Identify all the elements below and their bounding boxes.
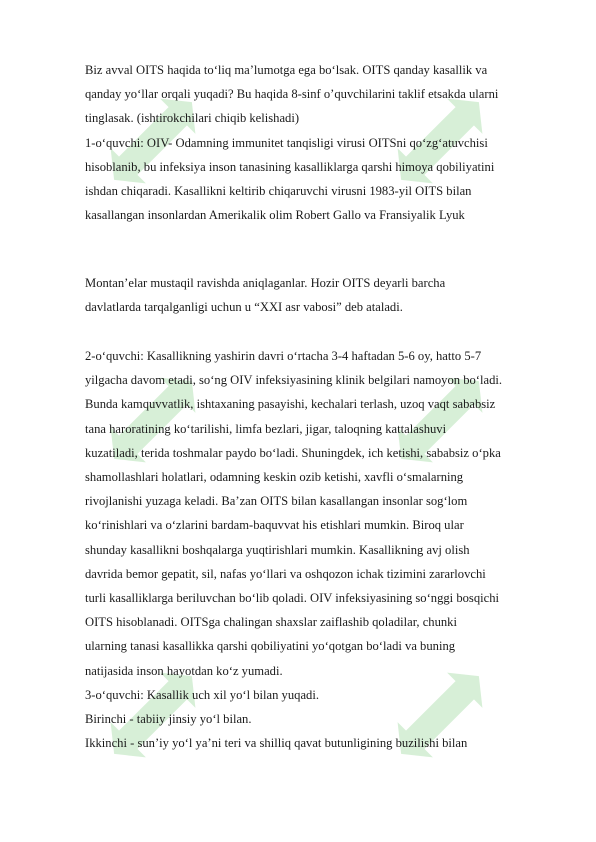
text-line: 1-o‘quvchi: OIV- Odamning immunitet tanqisligi virusi OITSni qo‘zg‘atuvchisi: [85, 135, 488, 150]
text-line: tinglasak. (ishtirokchilari chiqib kelishadi): [85, 111, 300, 126]
text-line: Birinchi - tabiiy jinsiy yo‘l bilan.: [85, 712, 252, 727]
text-line: tana haroratining ko‘tarilishi, limfa bezlari, jigar, taloqning kattalashuvi: [85, 421, 447, 436]
text-line: turli kasalliklarga beriluvchan bo‘lib qoladi. OIV infeksiyasining so‘nggi bosqichi: [85, 591, 500, 606]
text-line: ishdan chiqaradi. Kasallikni keltirib chiqaruvchi virusni 1983-yil OITS bilan: [85, 184, 472, 199]
text-line: ularning tanasi kasallikka qarshi qobiliyatini yo‘qotgan bo‘ladi va buning: [85, 639, 456, 654]
text-line: ko‘rinishlari va o‘zlarini bardam-baquvvat his etishlari mumkin. Biroq ular: [85, 518, 464, 533]
text-line: hisoblanib, bu infeksiya inson tanasining kasalliklarga qarshi himoya qobiliyatini: [85, 159, 495, 174]
text-line: 3-o‘quvchi: Kasallik uch xil yo‘l bilan yuqadi.: [85, 687, 319, 702]
text-line: kasallangan insonlardan Amerikalik olim Robert Gallo va Fransiyalik Lyuk: [85, 208, 465, 223]
text-line: OITS hisoblanadi. OITSga chalingan shaxslar zaiflashib qoladilar, chunki: [85, 615, 457, 630]
text-line: rivojlanishi yuzaga keladi. Ba’zan OITS bilan kasallangan insonlar sog‘lom: [85, 494, 468, 509]
text-line: davlatlarda tarqalganligi uchun u “XXI asr vabosi” deb ataladi.: [85, 300, 403, 315]
text-line: shunday kasallikni boshqalarga yuqtirishlari mumkin. Kasallikning avj olish: [85, 542, 470, 557]
text-line: Montan’elar mustaqil ravishda aniqlaganlar. Hozir OITS deyarli barcha: [85, 276, 446, 290]
text-line: natijasida inson hayotdan ko‘z yumadi.: [85, 663, 283, 678]
paragraph-student-2-3: [85, 344, 555, 755]
paragraph-intro: [85, 58, 555, 227]
text-line: kuzatiladi, terida toshmalar paydo bo‘ladi. Shuningdek, ich ketishi, sababsiz o‘pka: [85, 445, 501, 460]
text-line: qanday yo‘llar orqali yuqadi? Bu haqida 8-sinf o’quvchilarini taklif etsakda ularni: [85, 87, 499, 102]
text-line: 2-o‘quvchi: Kasallikning yashirin davri o‘rtacha 3-4 haftadan 5-6 oy, hatto 5-7: [85, 349, 482, 363]
text-line: davrida bemor gepatit, sil, nafas yo‘llari va oshqozon ichak tizimini zararlovchi: [85, 566, 486, 581]
text-line: Biz avval OITS haqida to‘liq ma’lumotga ega bo‘lsak. OITS qanday kasallik va: [85, 63, 488, 77]
paragraph-continuation: [85, 271, 555, 319]
text-line: shamollashlari holatlari, odamning keskin ozib ketishi, xavfli o‘smalarning: [85, 470, 464, 485]
text-line: Bunda kamquvvatlik, ishtaxaning pasayishi, kechalari terlash, uzoq vaqt sababsiz: [85, 397, 496, 412]
text-line: yilgacha davom etadi, so‘ng OIV infeksiyasining klinik belgilari namoyon bo‘ladi.: [85, 373, 503, 388]
text-line: Ikkinchi - sun’iy yo‘l ya’ni teri va shilliq qavat butunligining buzilishi bilan: [85, 736, 468, 751]
